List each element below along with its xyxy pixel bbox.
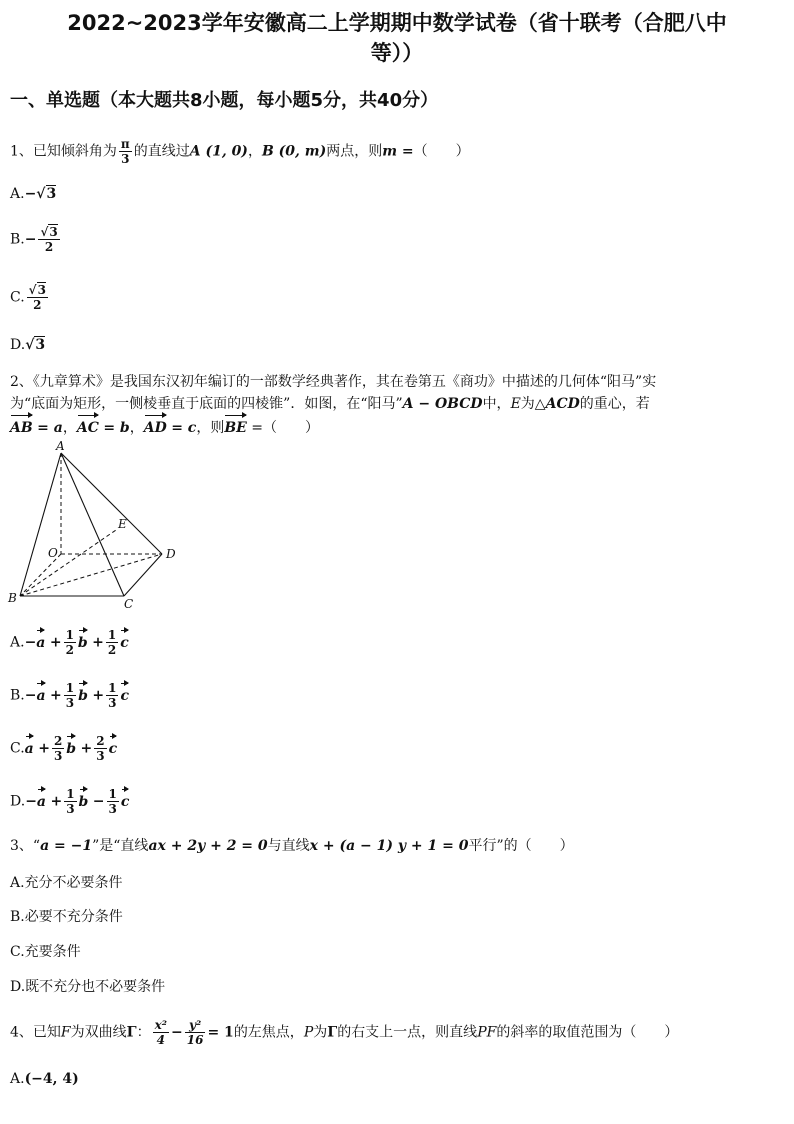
edge-AD xyxy=(61,453,162,554)
q2-option-b[interactable]: B.−a + $\frac{1}{3}$ b + $\frac{1}{3}$ c xyxy=(10,681,129,710)
edge-AC xyxy=(61,453,124,596)
fraction-pi-over-3: $\frac{\pi}{3}$ xyxy=(120,137,130,166)
q2-option-d[interactable]: D.−a + $\frac{1}{3}$ b − $\frac{1}{3}$ c xyxy=(10,787,130,816)
diagonal-BD xyxy=(20,554,162,596)
q3-option-b[interactable]: B.必要不充分条件 xyxy=(10,909,123,925)
title-line-2: 等）） xyxy=(370,41,424,65)
q3-option-a[interactable]: A.充分不必要条件 xyxy=(10,875,123,891)
q4-option-a[interactable]: A.(−4, 4) xyxy=(10,1071,79,1087)
section-heading: 一、单选题（本大题共8小题，每小题5分，共40分） xyxy=(10,90,439,111)
label-C: C xyxy=(124,597,134,610)
exam-title xyxy=(20,8,774,68)
q2-option-c[interactable]: C.a + $\frac{2}{3}$ b + $\frac{2}{3}$ c xyxy=(10,734,118,763)
q3-option-d[interactable]: D.既不充分也不必要条件 xyxy=(10,979,166,995)
q3-option-c[interactable]: C.充要条件 xyxy=(10,944,81,960)
label-E: E xyxy=(118,517,127,531)
q2-option-a[interactable]: A.−a + $\frac{1}{2}$ b + $\frac{1}{2}$ c xyxy=(10,628,129,657)
q1-option-d[interactable]: D.√3 xyxy=(10,337,46,353)
pyramid-figure xyxy=(6,440,186,610)
q1-option-b[interactable]: B.− $\frac{√3}{2}$ xyxy=(10,225,58,254)
label-D: D xyxy=(166,547,176,561)
label-O: O xyxy=(48,546,58,560)
q1-option-a[interactable]: A.−√3 xyxy=(10,186,57,202)
question-2: 2、《九章算术》是我国东汉初年编订的一部数学经典著作，其在卷第五《商功》中描述的几何体“阳马”实 为“底面为矩形，一侧棱垂直于底面的四棱锥”．如图，在“阳马”A − OBCD中，E为△ACD的重心，若 AB = a，AC = b，AD = c，则BE =（ ） xyxy=(10,371,790,439)
segment-BE xyxy=(20,530,116,596)
question-1: 1、已知倾斜角为 $\frac{\pi}{3}$ 的直线过A (1, 0)，B (0, m)两点，则m =（ ） xyxy=(10,137,470,166)
question-3: 3、“a = −1”是“直线ax + 2y + 2 = 0与直线x + (a − 1) y + 1 = 0平行”的（ ） xyxy=(10,838,574,854)
label-B: B xyxy=(8,591,17,605)
question-4: 4、已知F为双曲线Γ： $\frac{\text{x²}}{4}$ − $\frac{\text{y²}}{16}$ = 1的左焦点，P为Γ的右支上一点，则直线PF的斜率的取值范围为（ ） xyxy=(10,1018,679,1047)
q1-option-c[interactable]: C. $\frac{√3}{2}$ xyxy=(10,283,46,312)
edge-CD xyxy=(124,554,162,596)
label-A: A xyxy=(56,440,65,453)
title-line-1: 2022~2023学年安徽高二上学期期中数学试卷（省十联考（合肥八中 xyxy=(67,11,727,35)
